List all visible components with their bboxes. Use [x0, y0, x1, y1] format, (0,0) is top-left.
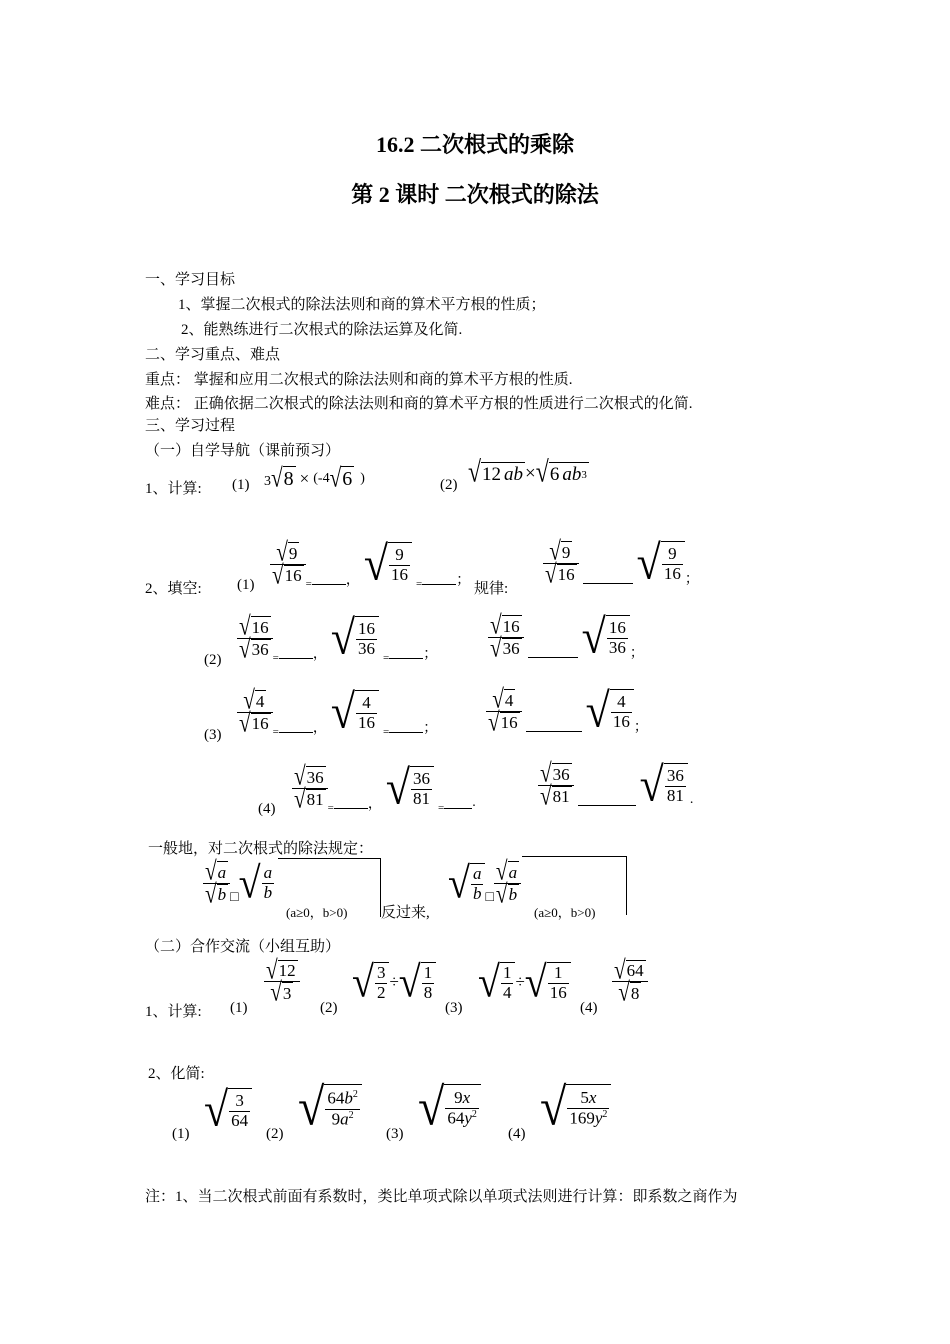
simp-expr3: √ $\frac{9x}{64y^2}$	[418, 1084, 481, 1132]
fill-row2-label: (2)	[204, 652, 222, 668]
fill-row2-left: √ 16 √ 36 = ， √ $\frac{16}{36}$ = ；	[239, 610, 438, 665]
page-subtitle: 第 2 课时 二次根式的除法	[351, 182, 599, 207]
calc2-item4-label: (4)	[580, 1000, 598, 1016]
times-sign-2: ×	[525, 463, 536, 484]
difficulty-text: 难点： 正确依据二次根式的除法法则和商的算术平方根的性质进行二次根式的化简.	[145, 396, 693, 412]
coef-3: 3	[264, 473, 271, 489]
fill-row1-left: √ 9 √ 16 = ， √ $\frac{9}{16}$ = ；	[272, 536, 471, 591]
calc2-expr4: √ 64 √ 8	[612, 960, 648, 1004]
fill-row3-left: √ 4 √ 16 = ， √ $\frac{4}{16}$ = ；	[239, 684, 438, 739]
rule-expr-1: √ a √ b □ √ $\frac{a}{b}$	[205, 856, 273, 909]
simp-item3-label: (3)	[386, 1126, 404, 1142]
condition-1: (a≥0，b>0)	[286, 905, 348, 920]
simplify-label: 2、化简:	[148, 1066, 205, 1082]
calc1-expr2	[468, 456, 589, 490]
blank-square: □	[230, 890, 239, 905]
simp-item1-label: (1)	[172, 1126, 190, 1142]
fill-row2-rule: √ 16 √ 36 √ $\frac{16}{36}$ ；	[490, 609, 644, 664]
calc2-expr2: √ $\frac{3}{2}$ ÷ √ $\frac{1}{8}$	[352, 962, 436, 1002]
simp-expr1: √ $\frac{3}{64}$	[204, 1088, 252, 1132]
key-point-text: 重点： 掌握和应用二次根式的除法法则和商的算术平方根的性质.	[145, 372, 573, 388]
times-sign: ×	[299, 468, 310, 488]
fill-row3-rule: √ 4 √ 16 √ $\frac{4}{16}$ ；	[488, 683, 648, 738]
calc2-item3-label: (3)	[445, 1000, 463, 1016]
calc2-expr3: √ $\frac{1}{4}$ ÷ √ $\frac{1}{16}$	[478, 962, 571, 1002]
blank-square-2: □	[485, 890, 494, 905]
calc2-item1-label: (1)	[230, 1000, 248, 1016]
calc2-expr1: √ 12 √ 3	[264, 960, 300, 1004]
calc1-expr1	[264, 462, 365, 493]
section-heading-key-points: 二、学习重点、难点	[145, 347, 281, 363]
calc2-label: 1、计算:	[145, 1004, 202, 1020]
section-heading-process: 三、学习过程	[145, 418, 236, 434]
fill-row4-label: (4)	[258, 801, 276, 817]
fill-row1-label: (1)	[237, 577, 255, 593]
fill-label: 2、填空:	[145, 581, 202, 597]
fill-row3-label: (3)	[204, 727, 222, 743]
goal-item-1: 1、掌握二次根式的除法法则和商的算术平方根的性质；	[178, 297, 546, 313]
calc1-label: 1、计算:	[145, 481, 202, 497]
fill-row1-rule: √ 9 √ 16 √ $\frac{9}{16}$ ；	[545, 535, 699, 590]
page-title: 16.2 二次根式的乘除	[375, 132, 574, 157]
calc1-item2-label: (2)	[440, 477, 458, 493]
note-text: 注：1、当二次根式前面有系数时，类比单项式除以单项式法则进行计算：即系数之商作为	[145, 1189, 738, 1205]
simp-item2-label: (2)	[266, 1126, 284, 1142]
rule-expr-2: √ $\frac{a}{b}$ □ √ a √ b	[448, 860, 521, 906]
part-heading-self-study: （一）自学导航（课前预习）	[145, 443, 341, 459]
calc2-item2-label: (2)	[320, 1000, 338, 1016]
part-heading-cooperation: （二）合作交流（小组互助）	[145, 939, 341, 955]
sqrt-12ab: √ 12 ab	[468, 456, 524, 490]
sqrt-8: √ 8	[271, 462, 294, 493]
paren-open: (-4	[313, 470, 330, 486]
simp-expr4: √ $\frac{5x}{169y^2}$	[540, 1084, 611, 1132]
sqrt-6: √ 6	[329, 462, 353, 493]
simp-expr2: √ $\frac{64b^2}{9a^2}$	[298, 1084, 362, 1132]
fill-row4-rule: √ 36 √ 81 √ $\frac{36}{81}$ .	[540, 757, 694, 812]
sqrt-6ab3: √ 6 ab 3	[535, 456, 587, 490]
rule-label: 规律:	[474, 581, 509, 597]
general-rule-text: 一般地，对二次根式的除法规定：	[148, 841, 374, 857]
condition-2: (a≥0，b>0)	[534, 905, 596, 920]
reverse-text: 反过来,	[381, 905, 430, 921]
goal-item-2: 2、能熟练进行二次根式的除法运算及化简.	[181, 322, 463, 338]
simp-item4-label: (4)	[508, 1126, 526, 1142]
section-heading-goals: 一、学习目标	[145, 272, 236, 288]
calc1-item1-label: (1)	[232, 477, 250, 493]
fill-row4-left: √ 36 √ 81 = ， √ $\frac{36}{81}$ = .	[294, 760, 476, 815]
paren-close: )	[360, 470, 365, 486]
